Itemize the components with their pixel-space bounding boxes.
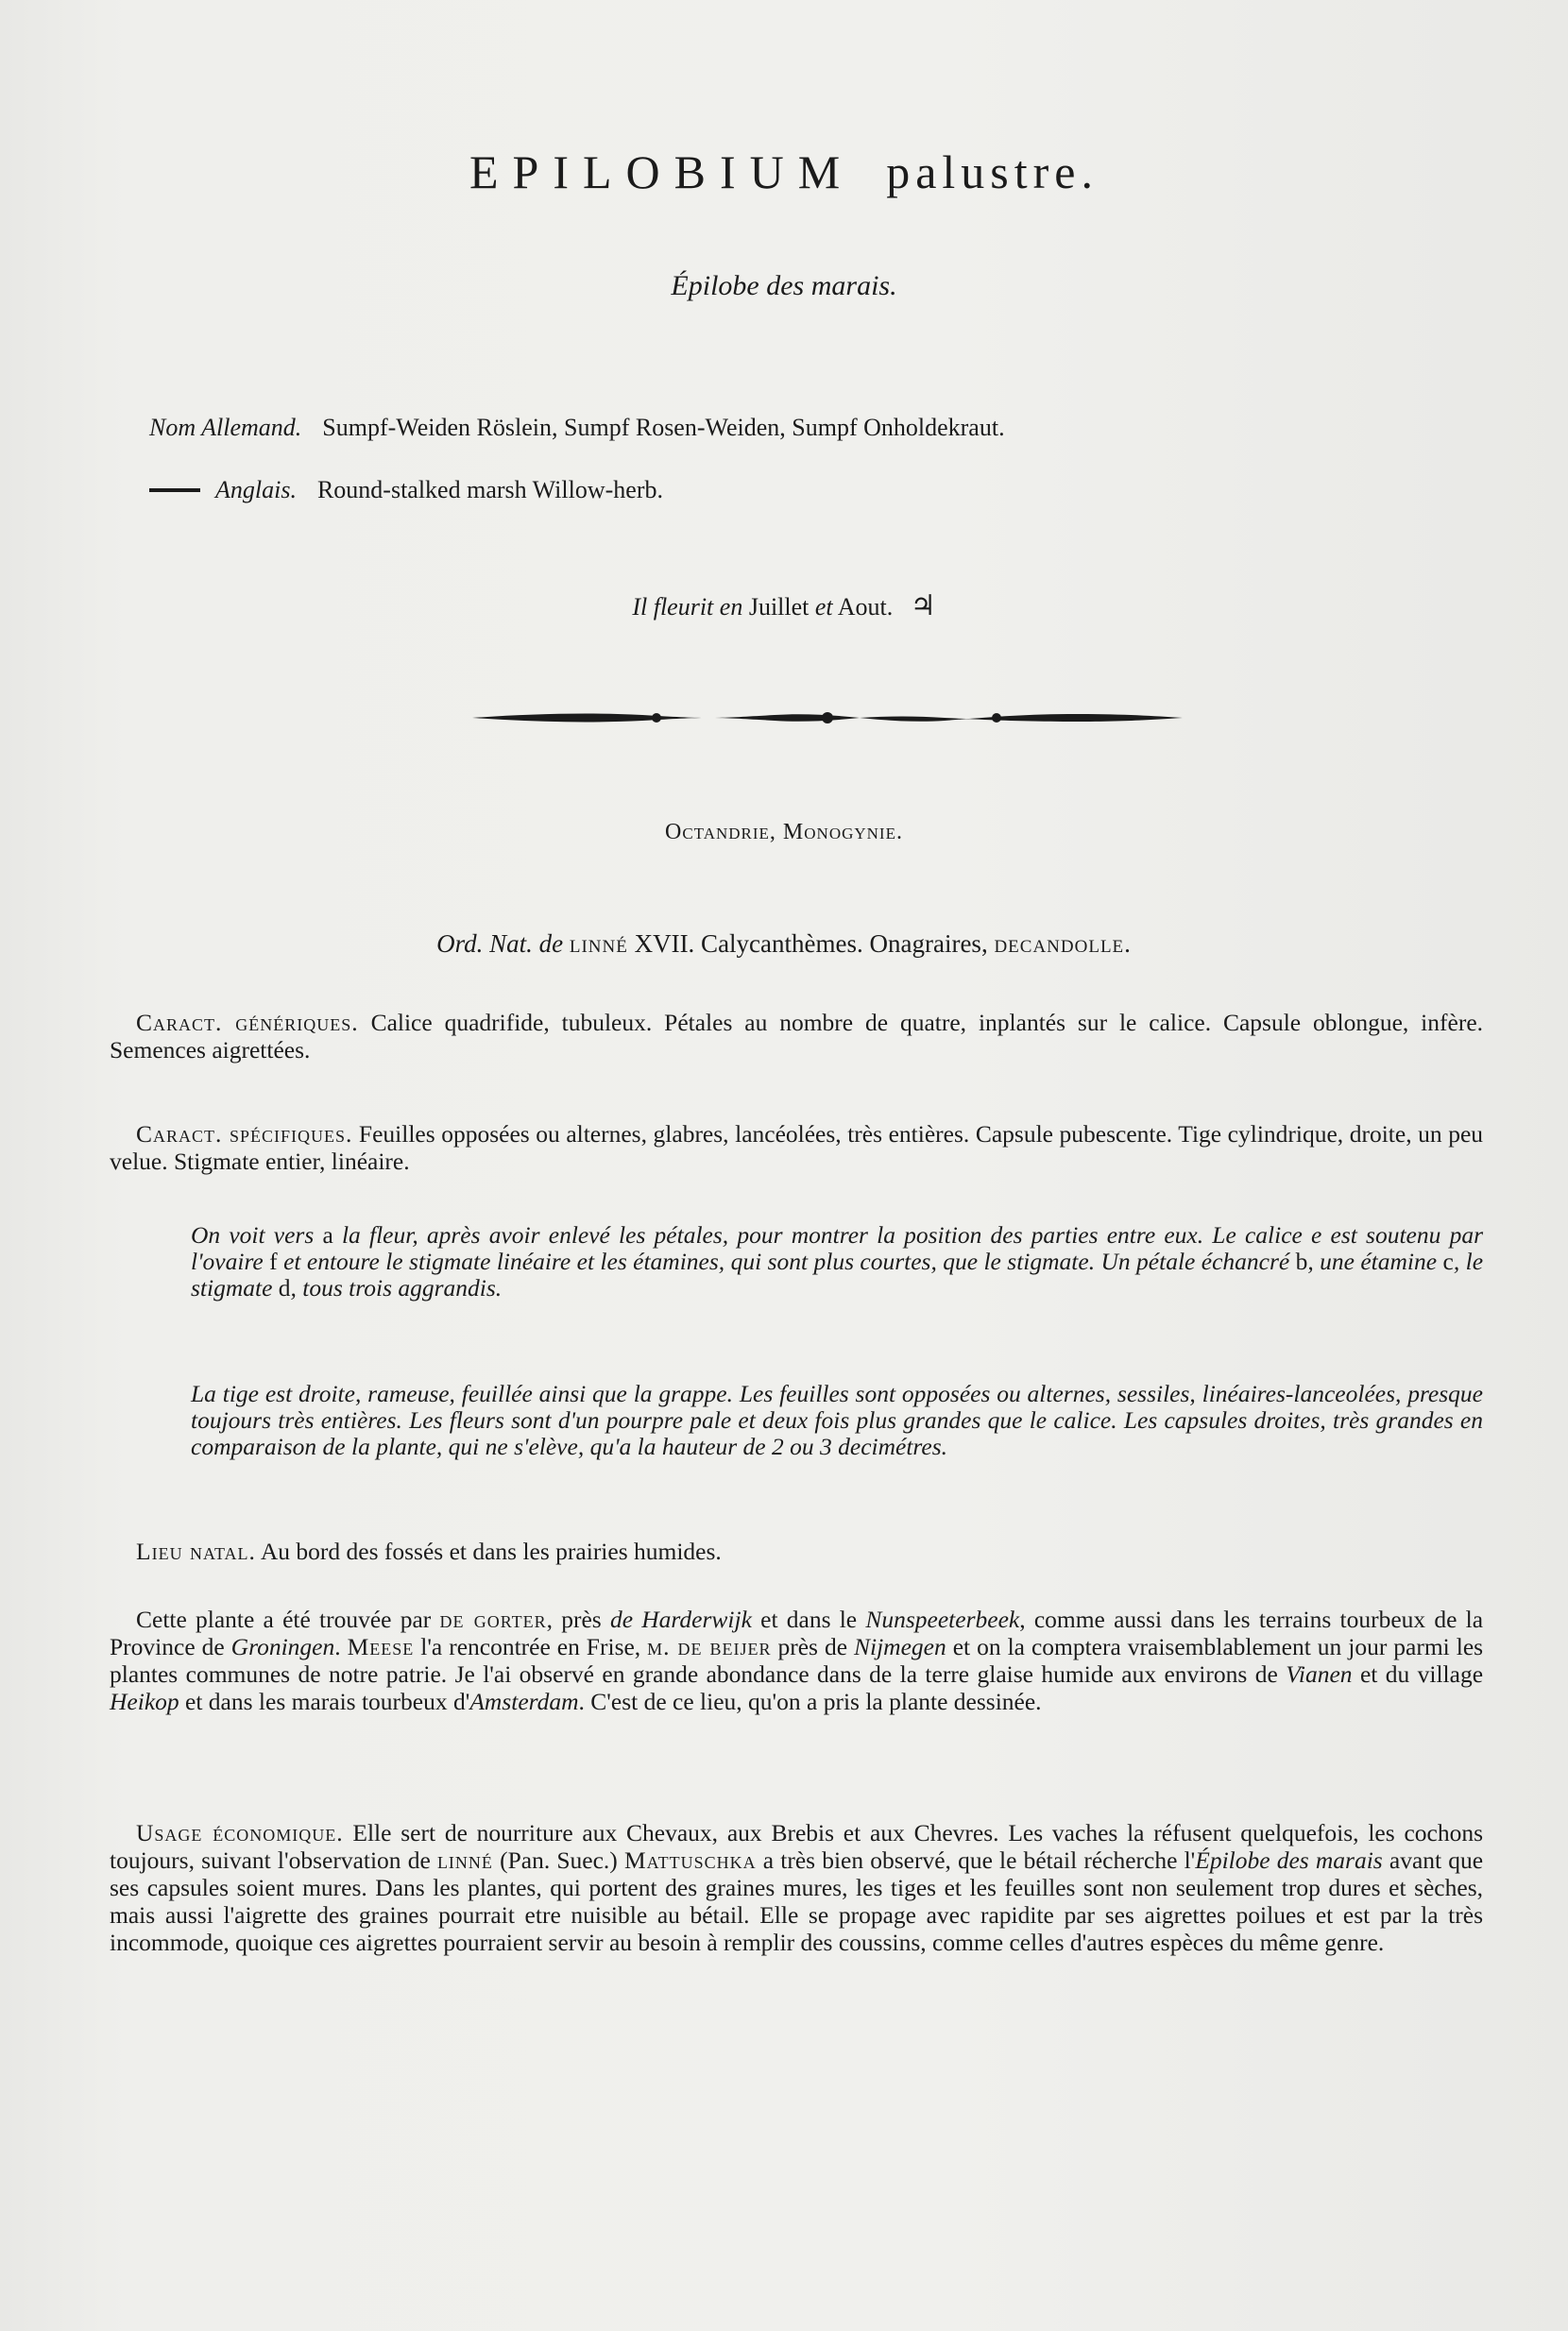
hist-text-3: et dans le xyxy=(760,1606,858,1633)
usage-text-4: avant que ses capsules soient mures. Dans les plantes, qui portent des graines mures, les tiges et les feuilles sont non seulement trop dures et sèches, mais aussi l'aigrette des graines pourrait etre nuisible au bétail. Elle se propage avec rapidite par ses aigrettes poilues et est par la très incommode, quoique ces aigrettes pourraient servir au besoin à remplir des coussins, comme celles d'autres espèces du même genre. xyxy=(110,1846,1484,1956)
hist-text-4: , comme aussi dans les terrains tourbeux de la Province de xyxy=(110,1606,1484,1660)
english-label: Anglais. xyxy=(215,476,297,503)
usage-text-2: (Pan. Suec.) xyxy=(500,1846,618,1874)
hist-text-11: . C'est de ce lieu, qu'on a pris la plante dessinée. xyxy=(578,1688,1042,1715)
page-title xyxy=(0,144,1568,200)
generic-label: Caract. génériques. xyxy=(136,1009,359,1036)
hist-beijer: m. de beijer xyxy=(647,1633,772,1660)
habitat-label: Lieu natal. xyxy=(136,1538,256,1565)
perennial-symbol-icon: ♃ xyxy=(910,590,936,621)
economic-use xyxy=(110,1819,1483,1956)
habitat-text: Au bord des fossés et dans les prairies humides. xyxy=(260,1538,722,1565)
order-linne: linné xyxy=(569,929,628,958)
hist-text-10: et dans les marais tourbeux d' xyxy=(185,1688,470,1715)
flowering-and: et xyxy=(814,593,833,621)
order-decandolle: decandolle. xyxy=(994,929,1132,958)
fig-letter-f: f xyxy=(269,1248,278,1275)
fig-letter-d: d xyxy=(278,1274,291,1302)
title-species: palustre. xyxy=(886,145,1099,198)
hist-text-1: Cette plante a été trouvée par xyxy=(136,1606,432,1633)
obs-text-3: et entoure le stigmate linéaire et les étamines, qui sont plus courtes, que le stigmate. Un pétale échancré xyxy=(283,1248,1290,1275)
order-name: XVII. Calycanthèmes. Onagraires, xyxy=(634,929,988,958)
german-label: Nom Allemand. xyxy=(149,414,302,441)
german-name-row xyxy=(149,414,1005,476)
title-genus: EPILOBIUM xyxy=(469,145,855,198)
hist-nijmegen: Nijmegen xyxy=(854,1633,946,1660)
ditto-dash xyxy=(149,488,200,492)
specific-text: Feuilles opposées ou alternes, glabres, lancéolées, très entières. Capsule pubescente. Tige cylindrique, droite, un peu velue. Stigmate entier, linéaire. xyxy=(110,1120,1484,1175)
hist-text-5: . xyxy=(334,1633,341,1660)
specific-label: Caract. spécifiques. xyxy=(136,1120,353,1148)
flowering-month-1: Juillet xyxy=(748,593,810,621)
vernacular-names xyxy=(149,414,1005,538)
hist-groningen: Groningen xyxy=(230,1633,335,1660)
usage-linne: linné xyxy=(436,1846,493,1874)
obs-text-5: , le stigmate xyxy=(191,1248,1484,1302)
usage-text-3: a très bien observé, que le bétail récherche l' xyxy=(762,1846,1196,1874)
hist-gorter: de gorter xyxy=(439,1606,547,1633)
hist-harderwijk: de Harderwijk xyxy=(609,1606,752,1633)
order-prefix: Ord. Nat. de xyxy=(436,929,564,958)
generic-text: Calice quadrifide, tubuleux. Pétales au nombre de quatre, inplantés sur le calice. Capsule oblongue, infère. Semences aigrettées. xyxy=(110,1009,1484,1063)
obs-text-4: , une étamine xyxy=(1307,1248,1438,1275)
obs-text-2: la fleur, après avoir enlevé les pétales, pour montrer la position des parties entre eux. Le calice e est soutenu par l'ovaire xyxy=(191,1221,1483,1275)
usage-epilobe: Épilobe des marais xyxy=(1195,1846,1383,1874)
hist-text-7: près de xyxy=(777,1633,848,1660)
german-name: Sumpf-Weiden Röslein, Sumpf Rosen-Weiden, Sumpf Onholdekraut. xyxy=(322,414,1005,441)
natural-order xyxy=(0,929,1568,959)
figure-observation xyxy=(191,1222,1483,1302)
usage-label: Usage économique. xyxy=(136,1819,344,1846)
flowering-line xyxy=(0,589,1568,622)
flowering-month-2: Aout. xyxy=(837,593,894,621)
obs-text-1: On voit vers xyxy=(191,1221,315,1249)
fig-letter-b: b xyxy=(1295,1248,1308,1275)
linnaean-class: Octandrie, Monogynie. xyxy=(665,820,903,844)
hist-nunspeet: Nunspeeterbeek xyxy=(865,1606,1020,1633)
hist-amsterdam: Amsterdam xyxy=(469,1688,579,1715)
hist-text-2: , près xyxy=(546,1606,602,1633)
specific-characters xyxy=(110,1120,1483,1175)
hist-text-9: et du village xyxy=(1359,1660,1484,1688)
subtitle: Épilobe des marais. xyxy=(671,270,897,301)
usage-text-1: Elle sert de nourriture aux Chevaux, aux Brebis et aux Chevres. Les vaches la réfusent quelquefois, les cochons toujours, suivant l'observation de xyxy=(110,1819,1483,1874)
fig-letter-c: c xyxy=(1442,1248,1454,1275)
ornamental-divider xyxy=(472,697,1183,739)
fig-letter-a: a xyxy=(322,1221,333,1249)
native-habitat xyxy=(110,1538,1483,1565)
locality-history xyxy=(110,1606,1483,1715)
english-name-row xyxy=(149,476,1005,538)
hist-heikop: Heikop xyxy=(110,1688,179,1715)
hist-text-6: l'a rencontrée en Frise, xyxy=(420,1633,641,1660)
generic-characters xyxy=(110,1009,1483,1063)
hist-text-8: et on la comptera vraisemblablement un jour parmi les plantes communes de notre patrie. Je l'ai observé en grande abondance dans de la terre glaise humide aux environs de xyxy=(110,1633,1484,1688)
english-name: Round-stalked marsh Willow-herb. xyxy=(316,476,663,503)
obs-text-6: , tous trois aggrandis. xyxy=(290,1274,503,1302)
hist-vianen: Vianen xyxy=(1286,1660,1353,1688)
flowering-prefix: Il fleurit en xyxy=(632,593,743,621)
plant-description: La tige est droite, rameuse, feuillée ainsi que la grappe. Les feuilles sont opposées ou alternes, sessiles, linéaires-lanceolées, presque toujours très entières. Les fleurs sont d'un pourpre pale et deux fois plus grandes que le calice. Les capsules droites, très grandes en comparaison de la plante, qui ne s'elève, qu'a la hauteur de 2 ou 3 decimétres. xyxy=(191,1380,1483,1460)
usage-mattuschka: Mattuschka xyxy=(623,1846,757,1874)
hist-meese: Meese xyxy=(347,1633,415,1660)
